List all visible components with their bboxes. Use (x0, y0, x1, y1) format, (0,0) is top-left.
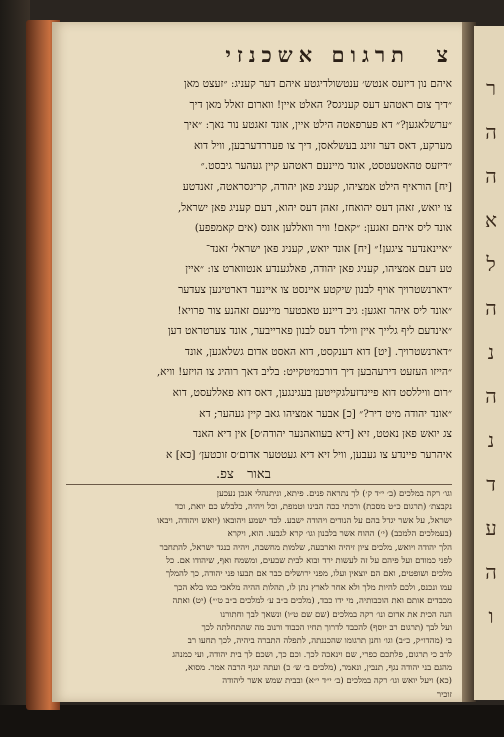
facing-page-edge (474, 26, 504, 700)
facing-page-glyph: ע (485, 516, 497, 540)
translation-text (66, 74, 452, 465)
text-line: ״אונד יהודה מיט דיר?״ [כ] אבער אמציהו גאב קיין געהער; דא (199, 407, 452, 420)
text-line: ״אונד ליס איהר זאגען: גיב דיינע טאכטער מיינעם זאהנע צור פרויא! (177, 304, 452, 317)
facing-page-glyph: ה (485, 164, 497, 188)
text-line: איהם נון דיזעס אנטש׳ ענטשולדיגטע איהם דער קעניג: ״זעצט מאן (183, 78, 452, 90)
commentary-line: בי (מהדו״ק, כ״ב) וגו׳ וחנן תרגומו שהכננתה, לתפלה התברה ביהיה, לכך תחעו רב (187, 636, 452, 647)
text-line: [יח] הוראיף הילט אמציהו, קעניג פאן יהודה, קריגסראטה, זאנדטע (182, 180, 452, 193)
commentary-line: לפני כמודם ועל פיהם על זה לעשות ירד ובוא לבית שבעים, ומשמח ואף, שיהודו אם. כל (166, 555, 452, 566)
commentary-line: הלך יהודה ויואש, מלכים ציון זיהיה וארבעה, שלמות מחשבה, ויהיה כנגד ישראל, להתחבר (159, 542, 452, 553)
text-line: טע דעם אמציהו, קעניג פאן יהודה, פאלגענדע אנטווארט צו: ״איין (185, 263, 452, 276)
commentary-line: זוכיר (436, 689, 452, 700)
page-header (66, 40, 450, 70)
background-bottom (0, 705, 504, 737)
commentary-line: ישראל, על אשר יגדל בהם על הנודים ויהודה ישבע. לכד ישמע ויהובאו (יואש ויהודה, ויבאו (157, 515, 452, 526)
commentary-title: באור (247, 467, 271, 482)
commentary-line: מכבדים אותם ואת הוכבותיה, מי ידו כבד, (מלכים ב״ב ע׳ למלכים ב״ב ט׳״) (יט) ואתה (172, 596, 452, 607)
facing-page-glyph: נ (487, 340, 495, 364)
facing-page-glyphs (480, 66, 502, 638)
text-line: ״דיזעס טהאטעטסט, אונד מיינעם ראטהע קיין געהער גיבסט.״ (200, 160, 452, 173)
book-page (52, 22, 464, 702)
commentary-line: הנה הכית את אדום ונו׳ רקה במלכים (שם שם ט״ו) ונשאך לבך וחתורנו (220, 609, 452, 620)
facing-page-glyph: א (484, 208, 497, 232)
text-line: אונד ליס איהם זאגען: ״קאם! וויר וואללען אונס (אים קאמפפע) (194, 222, 452, 235)
text-line: ״איינאנדער ציגען!״ [יח] אונד יואש, קעניג פאן ישראל׳ זאנד־ (206, 242, 452, 255)
text-line: ״דארנשטרויך אויף לבנון שיקטע איינסט צו איינער דארטיגען צעדער (178, 283, 452, 296)
text-line: ״רום וויללסט דוא פיינדזעלגקייטען בעגינגען, דאס דוא פאללעסט, דוא (172, 386, 452, 399)
text-line: איהרער פיינדע צו געבען, וויל זיא דיא געטטער אדום׳ס זוכטען׳ [כא] א (166, 448, 452, 461)
commentary-text (66, 488, 452, 702)
commentary-aside: צפ. (216, 467, 234, 482)
facing-page-glyph: נ (487, 428, 495, 452)
facing-page-glyph: ה (485, 560, 497, 584)
text-line: צו יואש, זאהן דעס יהואחז, זאהן דעס יהוא, דעם קעניג פאן ישראל, (177, 201, 452, 214)
commentary-line: (כא) ויעל יואש וגו׳ רקה במלכים (ב׳ י״ד י״א) ובבית שמש אשר ליהודה (222, 676, 452, 687)
text-line: ״אינדעם ליף גלייך איין ווילד דעס לבנון פארייבער, אונד צערטראט דען (167, 325, 452, 338)
running-title: תרגום אשכנזי (225, 42, 410, 67)
commentary-heading (66, 466, 452, 482)
section-divider (66, 484, 452, 485)
facing-page-glyph: ה (485, 384, 497, 408)
commentary-line: מהגם בני יהודה נגף, תנבין, ונאמר, (מלכים ב׳ ש׳ כ) ועתה ינגף הרבה אמר. מסוא, (185, 663, 452, 674)
text-line: צג יואש פאן נאטט, זיא [דיא בעוואהנער יהודה׳ס] אין דיא האנד (192, 428, 452, 441)
text-line: ״דיך צום ראטהע דעס קעניגס? האלט איין! ווארום זאלל מאן דיך (189, 98, 452, 111)
text-line: ״דארנשטרויך. [יט] דוא דענקסט, דוא האסט אדום גשלאגען, אונד (184, 345, 452, 358)
facing-page-glyph: ד (486, 472, 496, 496)
facing-page-glyph: ה (485, 296, 497, 320)
commentary-line: (בעמלכים הלמכב) (י׳) ההוח אשר בלבנון וגו׳ קרא לגבעו. הוא, ויקרא (227, 529, 452, 540)
facing-page-glyph: ו (488, 604, 494, 628)
commentary-line: וגו׳ רקה במלכים (ב׳ י״ד ק׳) לך נתראה פנים. פיתא, וניתנהלי אנכן נעכען (216, 489, 452, 499)
text-line: ״ערשלאגען?״ דא פערפאטה הילט איין, אונד זאגטע נור נאך: ״איך (183, 119, 452, 132)
facing-page-glyph: ל (486, 252, 496, 276)
page-number: צ (436, 42, 448, 68)
commentary-line: לרב כי תרגום, פלתכם כפרי, שם וינאכה לכך. וכם כך, ושכם לך בית יהודה, ועי כמנהג (172, 649, 452, 660)
commentary-line: ועל לבך (תרגום רב יוסף) להכבד לדרוך תחיו הכבוד ורנוב מה שהתחלתה לכך (201, 622, 452, 633)
text-line: ״הייזו העזעט דירעהבען דיך דורכמיטקייט: בליב דאך רוהיג צו הויזע! וויא, (156, 366, 452, 379)
facing-page-glyph: ר (486, 76, 496, 100)
commentary-line: מלכים ושופטים, ואם הם יוצאין ועלו, מפני ירושלים כבר אם תבעו פני יהודה, כך להמלך (165, 569, 452, 580)
commentary-line: עמו ונכנס, ולכם להיות מלך ולא אחר לארץ נתן לו, תהלות ההיה מלאכי כמו בלא הכך (174, 582, 452, 593)
text-line: מערקע, דאס דער זוינג בעשלאסן, דיך צו פעררדערבען, וויל דוא (193, 139, 452, 152)
commentary-line: נקבצת׳ (תרגום כ״ט מסכת) ורכתי ככה הבינו וטמפת, וכל ויהיה, כלבלש כם יואת, וכד (174, 502, 452, 513)
facing-page-glyph: ה (485, 120, 497, 144)
